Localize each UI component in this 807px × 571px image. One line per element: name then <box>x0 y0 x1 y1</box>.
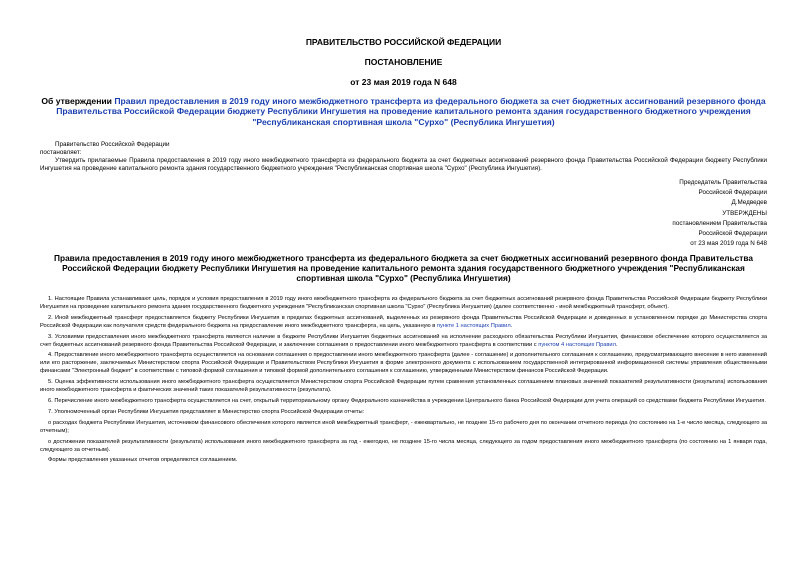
signature-position-2: Российской Федерации <box>698 189 767 197</box>
approval-by-2: Российской Федерации <box>698 230 767 238</box>
rule-paragraph-5: 5. Оценка эффективности использования иного межбюджетного трансферта осуществляется Министерством спорта Российской Федерации путем сравнения установленных соглашением плановых значений показателей результативности (результата) использования иного межбюджетного трансферта и фактических значений таких показателей результативности (результата). <box>40 379 767 394</box>
rules-title: Правила предоставления в 2019 году иного межбюджетного трансферта из федерального бюджета за счет бюджетных ассигнований резервного фонда Правительства Российской Федерации бюджету Республики Ингушетия на проведение капитального ремонта здания государственного бюджетного учреждения "Республиканская спортивная школа "Сурхо" (Республика Ингушетия) <box>54 253 753 284</box>
point-4-link[interactable]: пунктом 4 настоящих Правил <box>538 341 616 348</box>
rule-paragraph-1: 1. Настоящие Правила устанавливают цель, порядок и условия предоставления в 2019 году иного межбюджетного трансферта из федерального бюджета за счет бюджетных ассигнований резервного фонда Правительства Российской Федерации бюджету Республики Ингушетия на проведение капитального ремонта здания государственного бюджетного учреждения "Республиканская спортивная школа "Сурхо" (Республика Ингушетия) (далее соответственно - иной межбюджетный трансферт, объект). <box>40 296 767 310</box>
preamble-resolves: постановляет: <box>40 148 82 156</box>
approval-by: постановлением Правительства <box>672 219 767 227</box>
rule-paragraph-8: Формы представления указанных отчетов определяются соглашением. <box>48 457 238 464</box>
document-type-heading: ПОСТАНОВЛЕНИЕ <box>364 57 443 67</box>
rule-paragraph-7b: о достижении показателей результативности (результата) использования иного межбюджетного трансферта за год - ежегодно, не позднее 15-го числа месяца, следующего за годом предоставления иного межбюджетного трансферта (по состоянию на 1 января года, следующего за отчетным). <box>40 438 767 453</box>
document-date-number: от 23 мая 2019 года N 648 <box>350 77 457 87</box>
rule-paragraph-2 <box>40 315 767 331</box>
signature-name: Д.Медведев <box>731 199 767 207</box>
rule-paragraph-2-end: . <box>510 322 513 329</box>
approval-date: от 23 мая 2019 года N 648 <box>690 240 767 248</box>
rule-paragraph-2-text: 2. Иной межбюджетный трансферт предоставляется бюджету Республики Ингушетия в пределах бюджетных ассигнований, выделенных из резервного фонда Правительства Российской Федерации и доведенных в установленном порядке до Министерства спорта Российской Федерации как получателя средств федерального бюджета на предоставление иного межбюджетного трансферта, на цель, указанную в <box>40 314 767 329</box>
preamble <box>40 141 767 173</box>
preamble-government: Правительство Российской Федерации <box>55 141 170 148</box>
rule-paragraph-7a: о расходах бюджета Республики Ингушетия, источником финансового обеспечения которого является иной межбюджетный трансферт, - ежеквартально, не позднее 15-го рабочего дня по окончании отчетного периода (по состоянию на 1-е число месяца, следующего за отчетным); <box>40 419 767 434</box>
title-rules-link[interactable]: Правил предоставления в 2019 году иного межбюджетного трансферта из федерального бюджета за счет бюджетных ассигнований резервного фонда Правительства Российской Федерации бюджету Республики Ингушетия на проведение капитального ремонта здания государственного бюджетного учреждения "Республиканская спортивная школа "Сурхо" (Республика Ингушетия) <box>56 96 766 127</box>
approval-stamp: УТВЕРЖДЕНЫ <box>722 209 767 217</box>
rule-paragraph-3-text: 3. Условиями предоставления иного межбюджетного трансферта являются наличие в бюджете Республики Ингушетия бюджетных ассигнований на исполнение расходного обязательства Республики Ингушетия, финансовое обеспечение которого осуществляется за счет бюджетных ассигнований резервного фонда Правительства Российской Федерации, и заключение соглашения о предоставлении иного межбюджетного трансферта в соответствии с <box>40 333 767 348</box>
preamble-resolution-text: Утвердить прилагаемые Правила предоставления в 2019 году иного межбюджетного трансферта из федерального бюджета за счет бюджетных ассигнований резервного фонда Правительства Российской Федерации бюджету Республики Ингушетия на проведение капитального ремонта здания государственного бюджетного учреждения "Республиканская спортивная школа "Сурхо" (Республика Ингушетия). <box>40 156 767 172</box>
rule-paragraph-3 <box>40 334 767 350</box>
rule-paragraph-7: 7. Уполномоченный орган Республики Ингушетия представляет в Министерство спорта Российской Федерации отчеты: <box>48 408 365 415</box>
signature-block <box>672 178 767 249</box>
rules-body <box>40 296 767 465</box>
document-title <box>40 96 767 127</box>
rule-paragraph-6: 6. Перечисление иного межбюджетного трансферта осуществляется на счет, открытый территориальному органу Федерального казначейства в учреждении Центрального банка Российской Федерации для учета операций со средствами бюджета Республики Ингушетия. <box>48 397 766 404</box>
signature-position-1: Председатель Правительства <box>679 179 767 186</box>
title-prefix: Об утверждении <box>41 96 115 106</box>
rule-paragraph-3-end: . <box>615 341 618 348</box>
government-heading: ПРАВИТЕЛЬСТВО РОССИЙСКОЙ ФЕДЕРАЦИИ <box>305 37 502 47</box>
point-1-link[interactable]: пункте 1 настоящих Правил <box>436 322 511 329</box>
rule-paragraph-4: 4. Предоставление иного межбюджетного трансферта осуществляется на основании соглашения о предоставлении иного межбюджетного трансферта (далее - соглашение) и дополнительного соглашения к соглашению, предусматривающего внесение в него изменений или его расторжение, заключаемых Министерством спорта Российской Федерации и Правительством Республики Ингушетия в форме электронного документа с использованием государственной интегрированной информационной системы управления общественными финансами "Электронный бюджет" в соответствии с типовой формой соглашения и типовой формой дополнительного соглашения к соглашению, утвержденными Министерством финансов Российской Федерации. <box>40 352 767 375</box>
